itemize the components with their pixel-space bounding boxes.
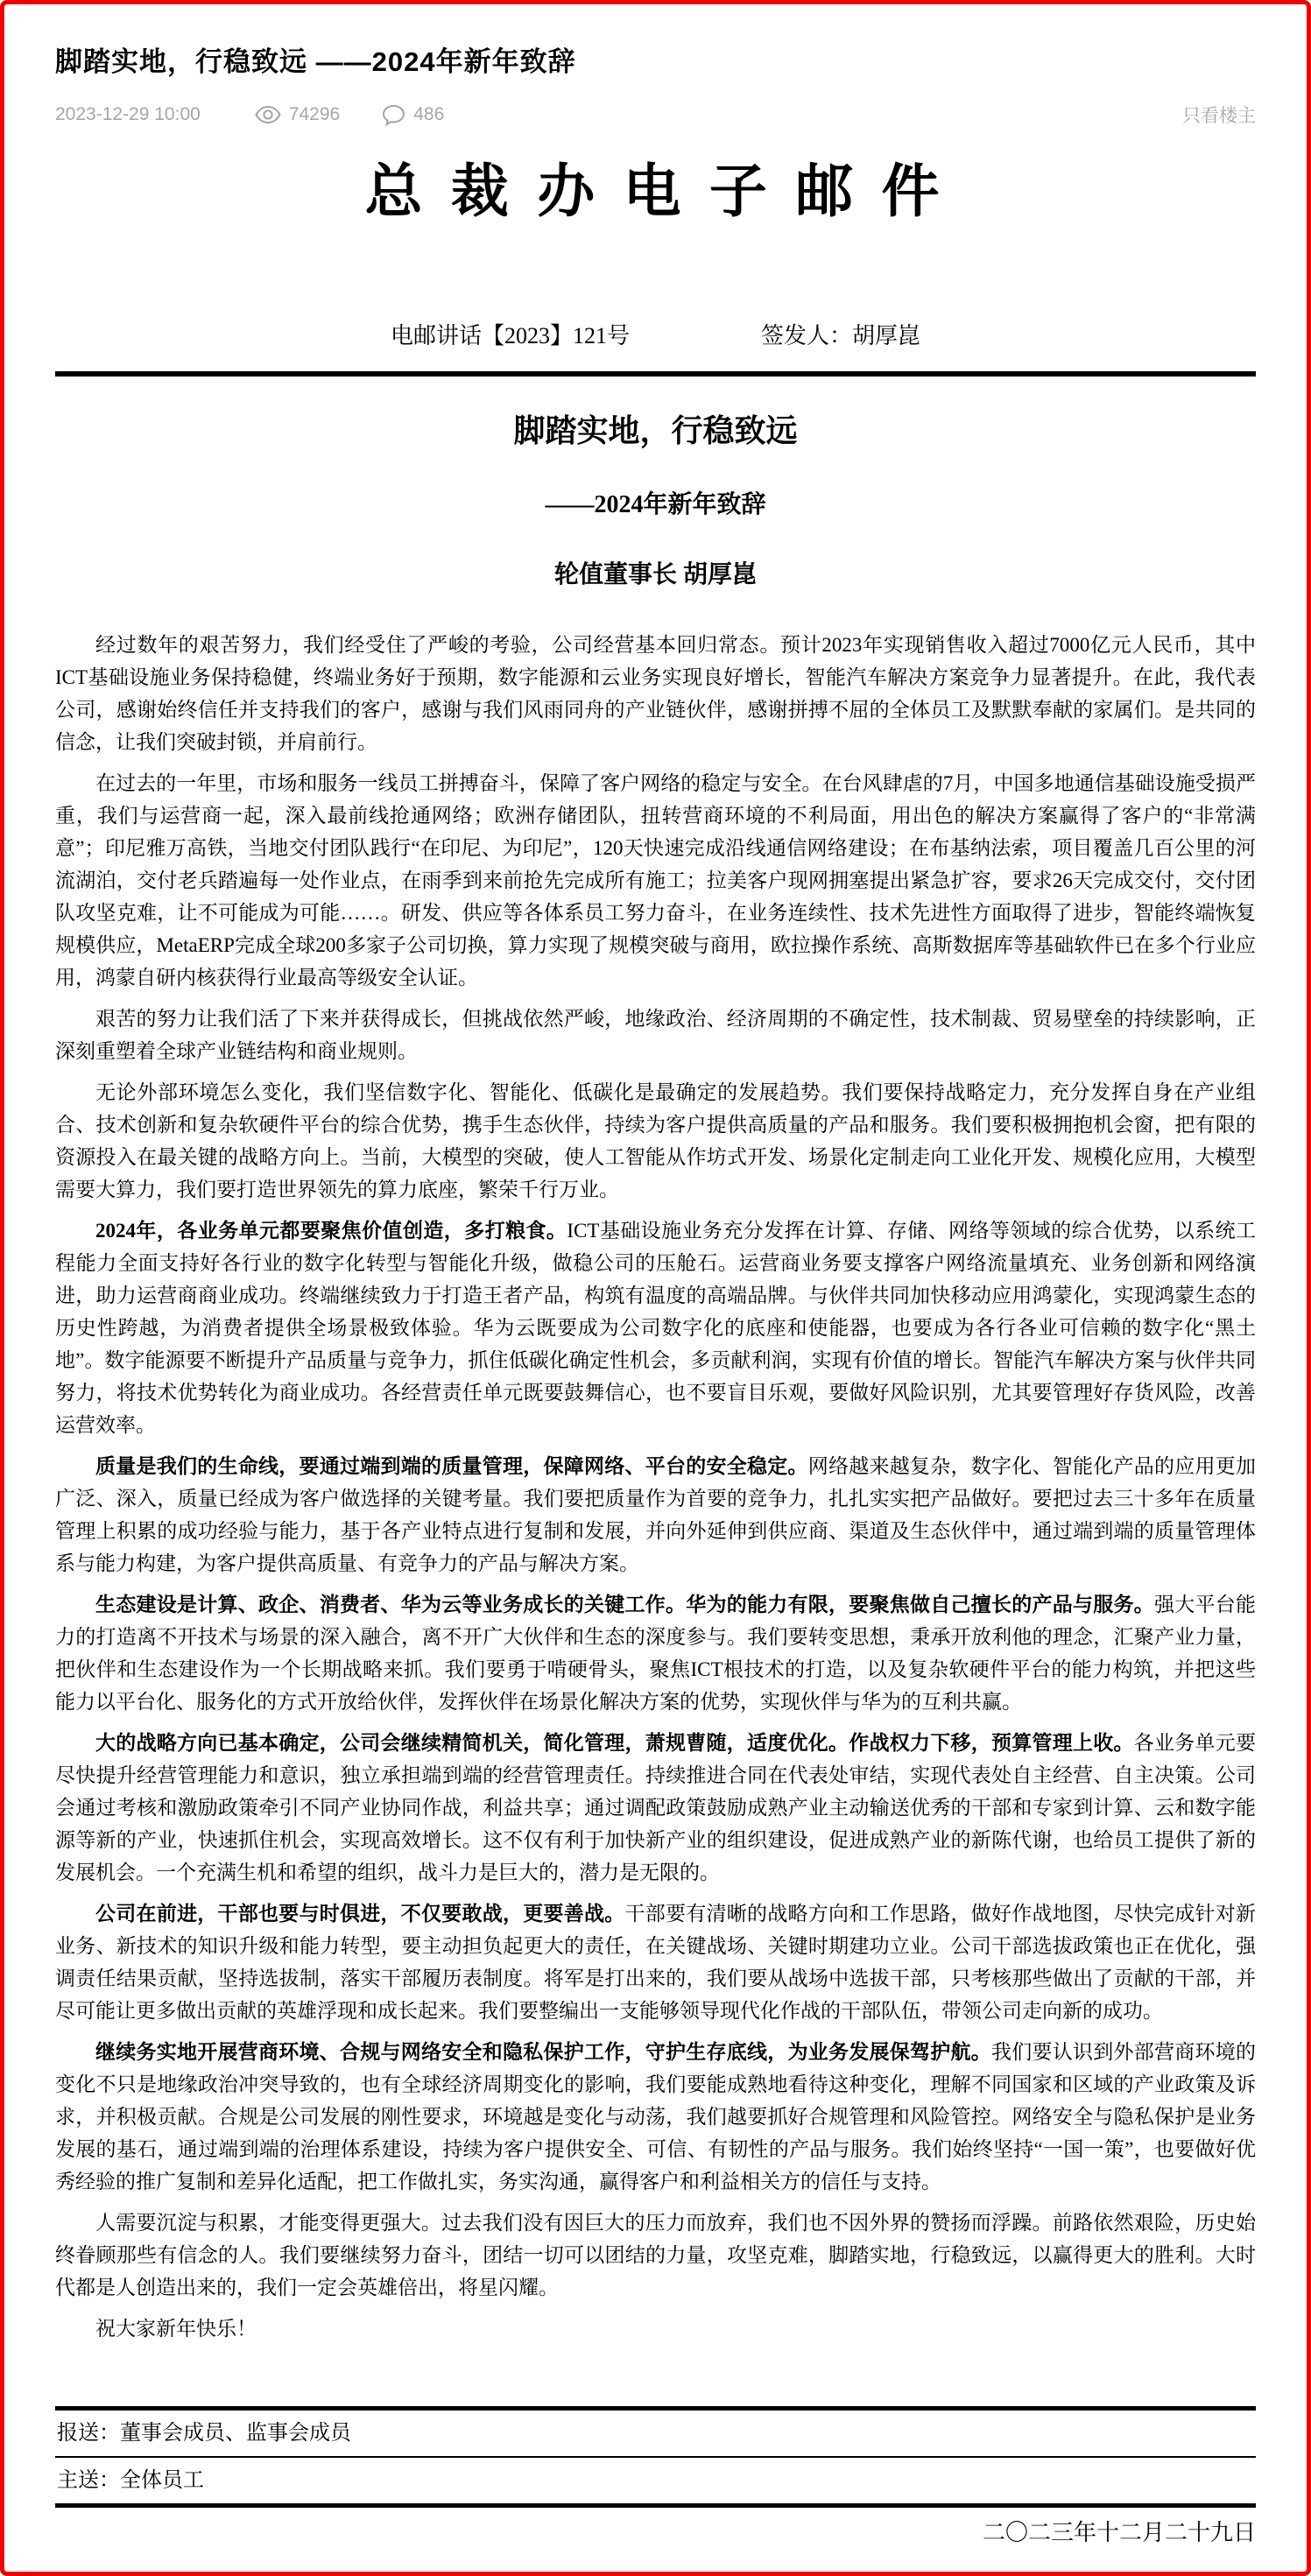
article-author: 轮值董事长 胡厚崑	[553, 561, 757, 588]
paragraph-text: 各业务单元要尽快提升经营管理能力和意识，独立承担端到端的经营管理责任。持续推进合同在代表处审结，实现代表处自主经营、自主决策。公司会通过考核和激励政策牵引不同产业协同作战，利益共享；通过调配政策鼓励成熟产业主动输送优秀的干部和专家到计算、云和数字能源等新的产业，快速抓住机会，实现高效增长。这不仅有利于加快新产业的组织建设，促进成熟产业的新陈代谢，也给员工提供了新的发展机会。一个充满生机和希望的组织，战斗力是巨大的，潜力是无限的。	[55, 1732, 1256, 1883]
post-date: 2023-12-29 10:00	[55, 104, 201, 124]
paragraph	[55, 1003, 1256, 1067]
paragraph-text: 在过去的一年里，市场和服务一线员工拼搏奋斗，保障了客户网络的稳定与安全。在台风肆虐的7月，中国多地通信基础设施受损严重，我们与运营商一起，深入最前线抢通网络；欧洲存储团队，扭转营商环境的不利局面，用出色的解决方案赢得了客户的“非常满意”；印尼雅万高铁，当地交付团队践行“在印尼、为印尼”，120天快速完成沿线通信网络建设；在布基纳法索，项目覆盖几百公里的河流湖泊，交付老兵踏遍每一处作业点，在雨季到来前抢先完成所有施工；拉美客户现网拥塞提出紧急扩容，要求26天完成交付，交付团队攻坚克难，让不可能成为可能……。研发、供应等各体系员工努力奋斗，在业务连续性、技术先进性方面取得了进步，智能终端恢复规模供应，MetaERP完成全球200多家子公司切换，算力实现了规模突破与商用，欧拉操作系统、高斯数据库等基础软件已在多个行业应用，鸿蒙自研内核获得行业最高等级安全认证。	[55, 772, 1256, 989]
doc-date: 二〇二三年十二月二十九日	[982, 2520, 1256, 2545]
paragraph-text: ICT基础设施业务充分发挥在计算、存储、网络等领域的综合优势，以系统工程能力全面支持好各行业的数字化转型与智能化升级，做稳公司的压舱石。运营商业务要支撑客户网络流量填充、业务创新和网络演进，助力运营商商业成功。终端继续致力于打造王者产品，构筑有温度的高端品牌。与伙伴共同加快移动应用鸿蒙化，实现鸿蒙生态的历史性跨越，为消费者提供全场景极致体验。华为云既要成为公司数字化的底座和使能器，也要成为各行各业可信赖的数字化“黑土地”。数字能源要不断提升产品质量与竞争力，抓住低碳化确定性机会，多贡献利润，实现有价值的增长。智能汽车解决方案与伙伴共同努力，将技术优势转化为商业成功。各经营责任单元既要鼓舞信心，也不要盲目乐观，要做好风险识别，尤其要管理好存货风险，改善运营效率。	[55, 1220, 1257, 1436]
article-subtitle: ——2024年新年致辞	[545, 491, 766, 518]
paragraph	[55, 629, 1256, 758]
paragraphs	[55, 629, 1256, 2345]
paragraph	[55, 1897, 1256, 2027]
divider-rule	[55, 371, 1256, 377]
post-header	[4, 4, 1307, 128]
paragraph	[55, 767, 1256, 994]
paragraph-text: 人需要沉淀与积累，才能变得更强大。过去我们没有因巨大的压力而放弃，我们也不因外界的赞扬而浮躁。前路依然艰险，历史始终眷顾那些有信念的人。我们要继续努力奋斗，团结一切可以团结的力量，攻坚克难，脚踏实地，行稳致远，以赢得更大的胜利。大时代都是人创造出来的，我们一定会英雄倍出，将星闪耀。	[55, 2212, 1256, 2298]
paragraph-text: 强大平台能力的打造离不开技术与场景的深入融合，离不开广大伙伴和生态的深度参与。我们要转变思想，秉承开放利他的理念，汇聚产业力量，把伙伴和生态建设作为一个长期战略来抓。我们要勇于啃硬骨头，聚焦ICT根技术的打造，以及复杂软硬件平台的能力构筑，并把这些能力以平台化、服务化的方式开放给伙伴，发挥伙伴在场景化解决方案的优势，实现伙伴与华为的互利共赢。	[55, 1594, 1256, 1713]
paragraph-lead-bold: 生态建设是计算、政企、消费者、华为云等业务成长的关键工作。华为的能力有限，要聚焦做自己擅长的产品与服务。	[95, 1594, 1154, 1615]
doc-number: 电邮讲话【2023】121号	[390, 323, 630, 348]
paragraph	[55, 1727, 1256, 1889]
paragraph	[55, 1450, 1256, 1580]
paragraph-text: 干部要有清晰的战略方向和工作思路，做好作战地图，尽快完成针对新业务、新技术的知识升级和能力转型，要主动担负起更大的责任，在关键战场、关键时期建功立业。公司干部选拔政策也正在优化，强调责任结果贡献，坚持选拔制，落实干部履历表制度。将军是打出来的，我们要从战场中选拔干部，只考核那些做出了贡献的干部，并尽可能让更多做出贡献的英雄浮现和成长起来。我们要整编出一支能够领导现代化作战的干部队伍，带领公司走向新的成功。	[55, 1903, 1256, 2022]
post-meta	[55, 102, 1256, 128]
masthead-title: 总 裁 办 电 子 邮 件	[364, 160, 947, 224]
doc-number-row	[55, 321, 1256, 350]
paragraph-text: 无论外部环境怎么变化，我们坚信数字化、智能化、低碳化是最确定的发展趋势。我们要保持战略定力，充分发挥自身在产业组合、技术创新和复杂软硬件平台的综合优势，携手生态伙伴，持续为客户提供高质量的产品和服务。我们要积极拥抱机会窗，把有限的资源投入在最关键的战略方向上。当前，大模型的突破，使人工智能从作坊式开发、场景化定制走向工业化开发、规模化应用，大模型需要大算力，我们要打造世界领先的算力底座，繁荣千行万业。	[55, 1081, 1256, 1200]
email-document	[4, 156, 1307, 2345]
paragraph	[55, 1588, 1256, 1718]
paragraph-text: 网络越来越复杂，数字化、智能化产品的应用更加广泛、深入，质量已经成为客户做选择的关键考量。我们要把质量作为首要的竞争力，扎扎实实把产品做好。要把过去三十多年在质量管理上积累的成功经验与能力，基于各产业特点进行复制和发展，并向外延伸到供应商、渠道及生态伙伴中，通过端到端的质量管理体系与能力构建，为客户提供高质量、有竞争力的产品与解决方案。	[55, 1455, 1256, 1574]
doc-footer	[55, 2406, 1256, 2547]
paragraph-text: 艰苦的努力让我们活了下来并获得成长，但挑战依然严峻，地缘政治、经济周期的不确定性，技术制裁、贸易壁垒的持续影响，正深刻重塑着全球产业链结构和商业规则。	[55, 1008, 1256, 1062]
paragraph	[55, 1076, 1256, 1206]
only-author-button[interactable]: 只看楼主	[1182, 106, 1256, 126]
paragraph-text: 祝大家新年快乐！	[95, 2318, 257, 2340]
paragraph-text: 我们要认识到外部营商环境的变化不只是地缘政治冲突导致的，也有全球经济周期变化的影响，我们要能成熟地看待这种变化，理解不同国家和区域的产业政策及诉求，并积极贡献。合规是公司发展的刚性要求，环境越是变化与动荡，我们越要抓好合规管理和风险管控。网络安全与隐私保护是业务发展的基石，通过端到端的治理体系建设，持续为客户提供安全、可信、有韧性的产品与服务。我们始终坚持“一国一策”，也要做好优秀经验的推广复制和差异化适配，把工作做扎实，务实沟通，赢得客户和利益相关方的信任与支持。	[55, 2041, 1256, 2192]
post-title: 脚踏实地，行稳致远 ——2024年新年致辞	[55, 46, 576, 77]
paragraph-text: 经过数年的艰苦努力，我们经受住了严峻的考验，公司经营基本回归常态。预计2023年实现销售收入超过7000亿元人民币，其中ICT基础设施业务保持稳健，终端业务好于预期，数字能源和云业务实现良好增长，智能汽车解决方案竞争力显著提升。在此，我代表公司，感谢始终信任并支持我们的客户，感谢与我们风雨同舟的产业链伙伴，感谢拼搏不屈的全体员工及默默奉献的家属们。是共同的信念，让我们突破封锁，并肩前行。	[55, 634, 1256, 753]
paragraph	[55, 1214, 1256, 1441]
views-stat	[255, 104, 340, 125]
comments-count: 486	[413, 104, 445, 124]
eye-icon	[255, 105, 281, 124]
distribution-table	[55, 2406, 1256, 2508]
paragraph	[55, 2036, 1256, 2198]
paragraph-lead-bold: 2024年，各业务单元都要聚焦价值创造，多打粮食。	[95, 1220, 567, 1242]
paragraph-lead-bold: 质量是我们的生命线，要通过端到端的质量管理，保障网络、平台的安全稳定。	[95, 1455, 808, 1477]
send-to-row: 主送：全体员工	[55, 2456, 1256, 2503]
paragraph	[55, 2206, 1256, 2304]
doc-signer: 签发人：胡厚崑	[761, 323, 921, 348]
report-to-row: 报送：董事会成员、监事会成员	[57, 2422, 351, 2445]
paragraph-lead-bold: 大的战略方向已基本确定，公司会继续精简机关，简化管理，萧规曹随，适度优化。作战权力下移，预算管理上收。	[95, 1732, 1134, 1754]
comments-stat	[382, 104, 444, 126]
paragraph	[55, 2312, 1256, 2345]
speech-bubble-icon	[382, 104, 405, 126]
article-title: 脚踏实地，行稳致远	[513, 413, 798, 448]
views-count: 74296	[288, 104, 341, 124]
paragraph-lead-bold: 公司在前进，干部也要与时俱进，不仅要敢战，更要善战。	[95, 1903, 625, 1925]
paragraph-lead-bold: 继续务实地开展营商环境、合规与网络安全和隐私保护工作，守护生存底线，为业务发展保驾护航。	[95, 2041, 991, 2063]
